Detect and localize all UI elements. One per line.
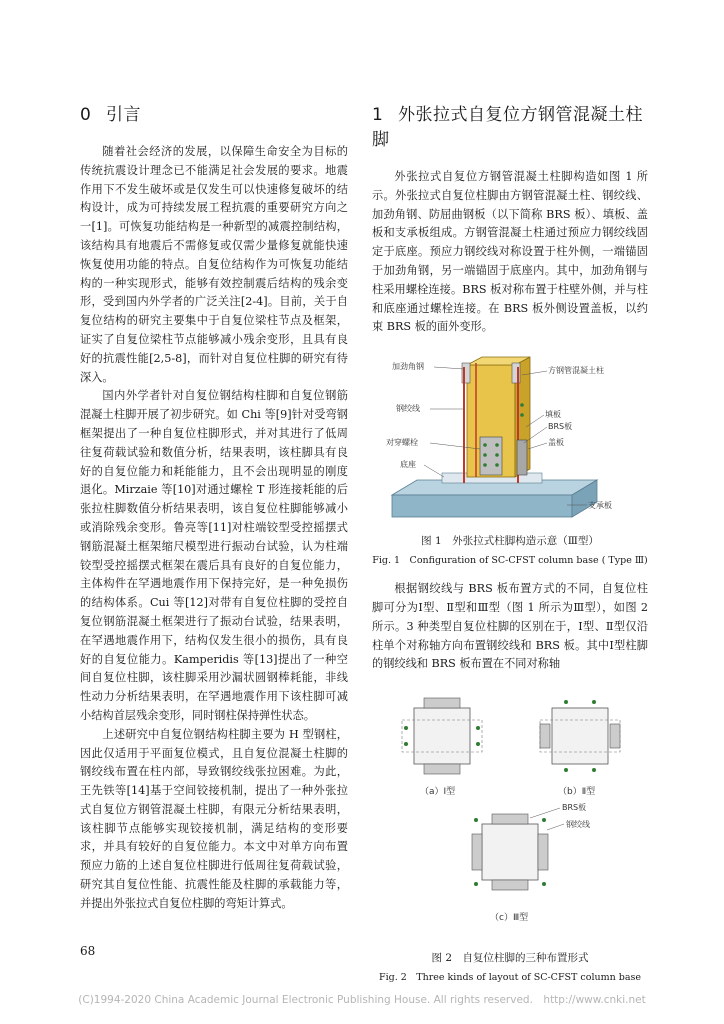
figure-2-caption-cn: 图 2 自复位柱脚的三种布置形式 <box>431 952 589 965</box>
sec1-paragraph-2: 根据钢绞线与 BRS 板布置方式的不同，自复位柱脚可分为Ⅰ型、Ⅱ型和Ⅲ型（图 1 所示为Ⅲ型），如图 2 所示。3 种类型自复位柱脚的区别在于，Ⅰ型、Ⅱ型仅沿柱单个对称轴方向布置钢绞线和 BRS 板。其中Ⅰ型柱脚的钢绞线和 BRS 板布置在不同对称轴 <box>372 582 648 671</box>
figure-1-caption-en: Fig. 1 Configuration of SC-CFST column base ( Type Ⅲ) <box>372 555 648 567</box>
fig1-label: 加劲角钢 <box>392 362 424 372</box>
fig2-subfigure-c <box>472 802 590 923</box>
fig2-sub-b: （b）Ⅱ型 <box>558 787 596 798</box>
fig2-sub-a: （a）Ⅰ型 <box>420 787 456 798</box>
figure-2 <box>372 684 648 983</box>
fig1-label: 对穿螺栓 <box>386 438 418 448</box>
section-title: 引言 <box>106 105 141 125</box>
fig1-label: 钢绞线 <box>396 404 420 414</box>
fig2-label: 钢绞线 <box>566 820 590 830</box>
figure-1 <box>372 345 648 566</box>
fig2-subfigure-b <box>540 700 620 797</box>
intro-paragraph-1: 随着社会经济的发展，以保障生命安全为目标的传统抗震设计理念已不能满足社会发展的要求。地震作用下不发生破坏或是仅发生可以快速修复破坏的结构设计，成为可持续发展工程抗震的重要研究方向之一[1]。可恢复功能结构是一种新型的减震控制结构，该结构具有地震后不需修复或仅需少量修复就能快速恢复使用功能的特点。自复位结构作为可恢复功能结构的一种实现形式，能够有效控制震后结构的残余变形，受到国内外学者的广泛关注[2-4]。目前，关于自复位结构的研究主要集中于自复位梁柱节点及框架，证实了自复位梁柱节点能够减小残余变形，且具有良好的抗震性能[2,5-8]，而针对自复位柱脚的研究有待深入。 <box>80 145 348 384</box>
section-number: 1 <box>372 105 384 125</box>
figure-2-caption-en: Fig. 2 Three kinds of layout of SC-CFST column base <box>379 972 641 984</box>
left-column <box>80 100 348 914</box>
fig1-label: 底座 <box>400 460 416 470</box>
page-number: 68 <box>80 944 96 958</box>
fig1-label: BRS板 <box>548 422 573 432</box>
intro-paragraph-3: 上述研究中自复位钢结构柱脚主要为 H 型钢柱，因此仅适用于平面复位模式，且自复位混凝土柱脚的钢绞线布置在柱内部，导致钢绞线张拉困难。为此，王先铁等[14]基于空间铰接机制，提出了一种外张拉式自复位方钢管混凝土柱脚，有限元分析结果表明，该柱脚节点能够实现铰接机制，满足结构的变形要求，并具有较好的自复位能力。本文中对单方向布置预应力筋的上述自复位柱脚进行低周往复荷载试验，研究其自复位性能、抗震性能及柱脚的承载能力等，并提出外张拉式自复位柱脚的弯矩计算式。 <box>80 727 348 910</box>
fig2-subfigure-a <box>402 698 482 797</box>
figure-2-drawing <box>372 684 648 942</box>
right-column <box>372 100 648 983</box>
sec1-paragraph-1: 外张拉式自复位方钢管混凝土柱脚构造如图 1 所示。外张拉式自复位柱脚由方钢管混凝土柱、钢绞线、加劲角钢、防屈曲钢板（以下简称 BRS 板）、填板、盖板和支承板组成。方钢管混凝土柱通过预应力钢绞线固定于底座。预应力钢绞线对称设置于柱外侧，一端锚固于加劲角钢，另一端锚固于底座内。其中，加劲角钢与柱采用螺栓连接。BRS 板对称布置于柱壁外侧，并与柱和底座通过螺栓连接。在 BRS 板外侧设置盖板，以约束 BRS 板的面外变形。 <box>372 170 648 334</box>
section-number: 0 <box>80 105 92 125</box>
figure-1-caption-cn: 图 1 外张拉式柱脚构造示意（Ⅲ型） <box>421 535 599 548</box>
figure-1-drawing <box>372 345 648 525</box>
fig2-label: BRS板 <box>562 803 587 813</box>
intro-paragraph-2: 国内外学者针对自复位钢结构柱脚和自复位钢筋混凝土柱脚开展了初步研究。如 Chi 等[9]针对受弯钢框架提出了一种自复位柱脚形式，并对其进行了低周往复荷载试验和数值分析，结果表明，该柱脚具有良好的自复位能力和耗能能力，且不会出现明显的刚度退化。Mirzaie 等[10]对通过螺栓 T 形连接耗能的后张拉柱脚数值分析结果表明，该自复位柱脚能够减小或消除残余变形。鲁亮等[11]对柱端铰型受控摇摆式钢筋混凝土框架缩尺模型进行振动台试验，认为柱端铰型受控摇摆式框架在震后具有良好的自复位能力，主体构件在罕遇地震作用下保持完好，是一种免损伤的结构体系。Cui 等[12]对带有自复位柱脚的受控自复位钢筋混凝土框架进行了振动台试验，结果表明，在罕遇地震作用下，结构仅发生很小的损伤，具有良好的自复位能力。Kamperidis 等[13]提出了一种空间自复位柱脚，该柱脚采用沙漏状圆钢棒耗能，非线性动力分析结果表明，在罕遇地震作用下该柱脚可减小结构首层残余变形，同时钢柱保持弹性状态。 <box>80 389 348 722</box>
section-heading-intro <box>80 100 348 125</box>
copyright-footer: (C)1994-2020 China Academic Journal Electronic Publishing House. All rights reserved. http://www.cnki.net <box>78 994 646 1006</box>
fig2-sub-c: （c）Ⅲ型 <box>490 913 529 924</box>
fig1-label: 支承板 <box>588 501 612 511</box>
fig1-label: 填板 <box>545 410 561 420</box>
fig1-label: 盖板 <box>548 438 564 448</box>
section-heading-1 <box>372 100 648 150</box>
fig1-label: 方钢管混凝土柱 <box>548 366 604 376</box>
section-title: 外张拉式自复位方钢管混凝土柱脚 <box>372 105 643 150</box>
